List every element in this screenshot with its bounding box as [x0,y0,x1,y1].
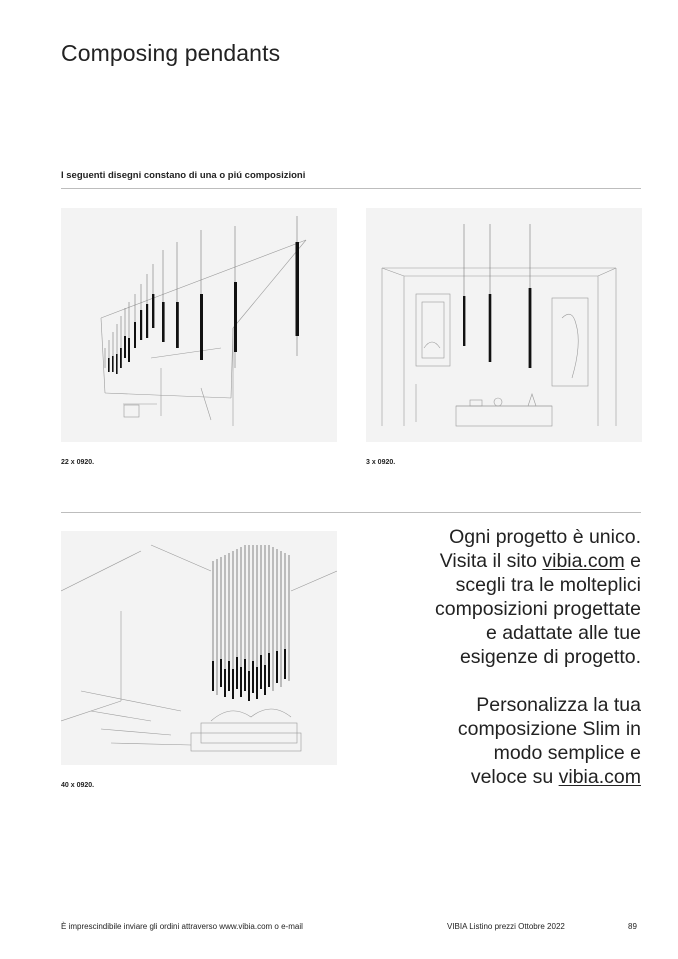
promo-line: Ogni progetto è unico. [449,526,641,548]
figure-22-pendants [61,208,337,442]
promo-line: composizioni progettate [435,598,641,620]
promo-text-segment: e [624,550,641,572]
promo-line [341,765,641,789]
promo-text-segment: veloce su [470,766,559,788]
vibia-link[interactable]: vibia.com [542,550,625,572]
figure-caption: 3 x 0920. [366,459,396,466]
room-drawing-3 [61,531,337,765]
footer-catalog: VIBIA Listino prezzi Ottobre 2022 [447,922,565,931]
promo-text [341,525,641,789]
room-drawing-2 [366,208,642,442]
figure-caption: 22 x 0920. [61,459,95,466]
middle-divider [61,512,641,513]
figure-40-pendants [61,531,337,765]
promo-line: modo semplice e [493,742,641,764]
promo-line: e adattate alle tue [485,622,641,644]
promo-line: esigenze di progetto. [459,646,641,668]
promo-text-segment: Visita il sito [439,550,543,572]
room-drawing-1 [61,208,337,442]
page-number: 89 [628,922,637,931]
paragraph-gap [341,669,641,693]
promo-line: scegli tra le molteplici [455,574,641,596]
footer-note: È imprescindibile inviare gli ordini attraverso www.vibia.com o e-mail [61,922,303,931]
promo-line: composizione Slim in [457,718,641,740]
vibia-link[interactable]: vibia.com [558,766,641,788]
promo-line [341,549,641,573]
figure-3-pendants [366,208,642,442]
page-title: Composing pendants [61,40,281,66]
promo-line: Personalizza la tua [476,694,641,716]
section-subtitle: I seguenti disegni constano di una o piú composizioni [61,170,306,181]
figure-caption: 40 x 0920. [61,782,95,789]
top-divider [61,188,641,189]
